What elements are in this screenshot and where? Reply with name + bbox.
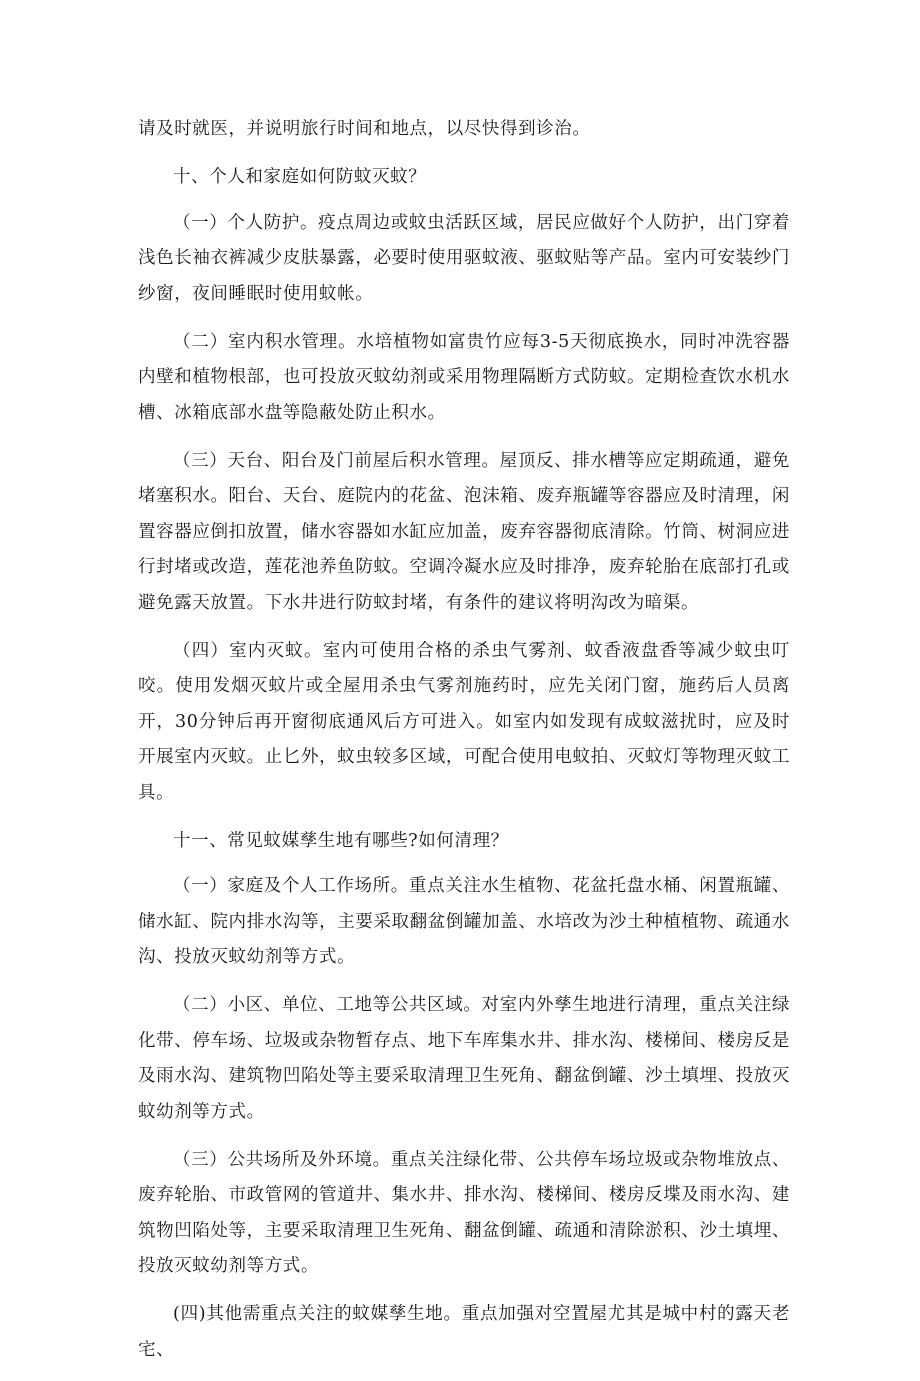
paragraph-personal-protection: （一）个人防护。疫点周边或蚊虫活跃区域，居民应做好个人防护，出门穿着浅色长袖衣裤减少皮肤暴露，必要时使用驱蚊液、驱蚊贴等产品。室内可安装纱门纱窗，夜间睡眠时使用蚊帐。 [138, 212, 790, 304]
paragraph-community-areas: （二）小区、单位、工地等公共区域。对室内外孳生地进行清理，重点关注绿化带、停车场、垃圾或杂物暂存点、地下车库集水井、排水沟、楼梯间、楼房反是及雨水沟、建筑物凹陷处等主要采取清理卫生死角、翻盆倒罐、沙土填埋、投放灭蚊幼剂等方式。 [138, 995, 790, 1122]
paragraph-continuation: 请及时就医，并说明旅行时间和地点，以尽快得到诊治。 [138, 119, 591, 139]
paragraph-other-breeding-sites: (四)其他需重点关注的蚊媒孳生地。重点加强对空置屋尤其是城中村的露天老宅、 [138, 1304, 790, 1360]
paragraph-indoor-water: （二）室内积水管理。水培植物如富贵竹应每3-5天彻底换水，同时冲洗容器内壁和植物根部，也可投放灭蚊幼剂或采用物理隔断方式防蚊。定期检查饮水机水槽、冰箱底部水盘等隐蔽处防止积水。 [138, 331, 790, 423]
paragraph-rooftop-water: （三）天台、阳台及门前屋后积水管理。屋顶反、排水槽等应定期疏通，避免堵塞积水。阳台、天台、庭院内的花盆、泡沫箱、废弃瓶罐等容器应及时清理，闲置容器应倒扣放置，储水容器如水缸应加盖，废弃容器彻底清除。竹筒、树洞应进行封堵或改造，莲花池养鱼防蚊。空调冷凝水应及时排净，废弃轮胎在底部打孔或避免露天放置。下水井进行防蚊封堵，有条件的建议将明沟改为暗渠。 [138, 450, 790, 613]
paragraph-public-places: （三）公共场所及外环境。重点关注绿化带、公共停车场垃圾或杂物堆放点、废弃轮胎、市政管网的管道井、集水井、排水沟、楼梯间、楼房反堞及雨水沟、建筑物凹陷处等，主要采取清理卫生死角、翻盆倒罐、疏通和清除淤积、沙土填埋、投放灭蚊幼剂等方式。 [138, 1149, 790, 1276]
section-heading-11: 十一、常见蚊媒孳生地有哪些?如何清理？ [173, 830, 509, 851]
paragraph-indoor-mosquito-control: （四）室内灭蚊。室内可使用合格的杀虫气雾剂、蚊香液盘香等减少蚊虫叮咬。使用发烟灭蚊片或全屋用杀虫气雾剂施药时，应先关闭门窗，施药后人员离开，30分钟后再开窗彻底通风后方可进入。如室内如发现有成蚊滋扰时，应及时开展室内灭蚊。止匕外，蚊虫较多区域，可配合使用电蚊拍、灭蚊灯等物理灭蚊工具。 [138, 640, 790, 803]
paragraph-home-workplace: （一）家庭及个人工作场所。重点关注水生植物、花盆托盘水桶、闲置瓶罐、储水缸、院内排水沟等，主要采取翻盆倒罐加盖、水培改为沙土种植植物、疏通水沟、投放灭蚊幼剂等方式。 [138, 876, 790, 967]
document-body [138, 112, 790, 1381]
section-heading-10: 十、个人和家庭如何防蚊灭蚊？ [173, 167, 427, 187]
